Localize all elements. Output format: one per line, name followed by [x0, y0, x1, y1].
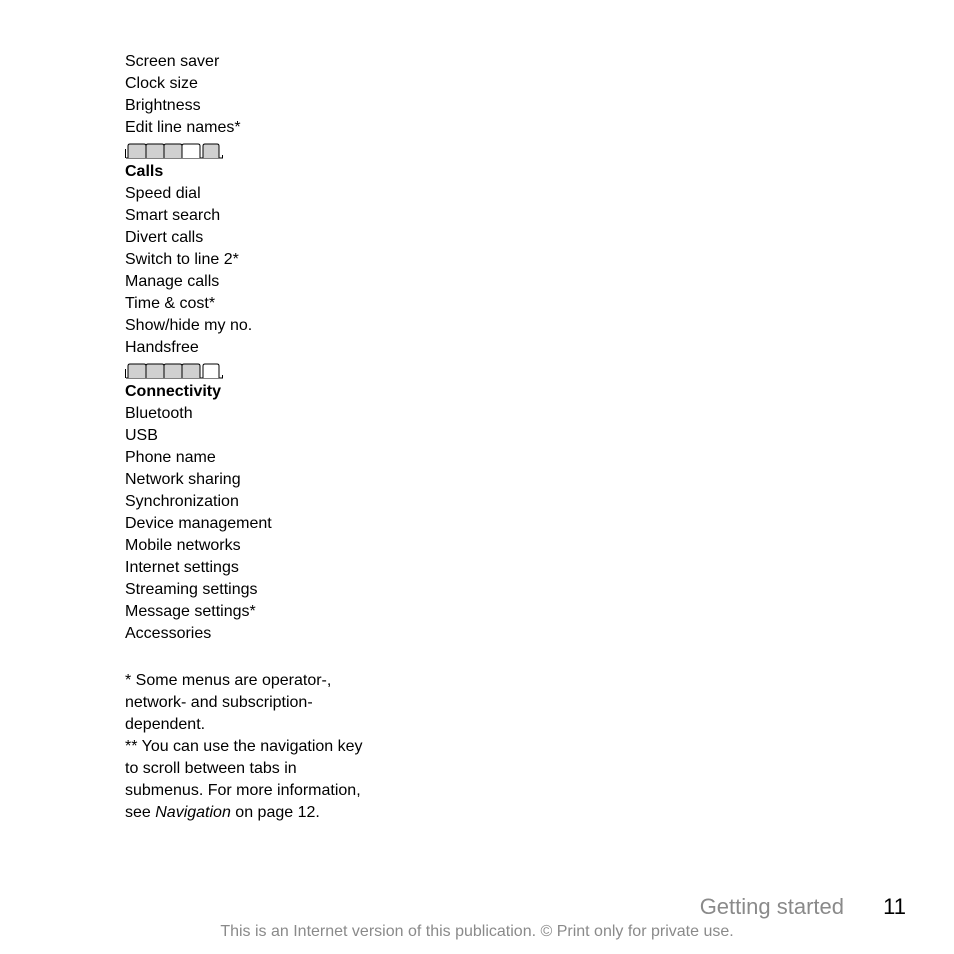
menu-item-phone-name: Phone name	[125, 449, 216, 466]
menu-item-speed-dial: Speed dial	[125, 185, 201, 202]
menu-column	[125, 51, 365, 824]
section-heading-calls: Calls	[125, 163, 164, 180]
footnote-navigation	[125, 736, 365, 824]
disclaimer: This is an Internet version of this publication. © Print only for private use.	[220, 923, 734, 940]
menu-item-message-settings: Message settings*	[125, 603, 256, 620]
menu-item-brightness: Brightness	[125, 97, 201, 114]
menu-item-device-management: Device management	[125, 515, 272, 532]
menu-item-bluetooth: Bluetooth	[125, 405, 193, 422]
section-heading-connectivity: Connectivity	[125, 383, 222, 400]
menu-item-show-hide-my-no: Show/hide my no.	[125, 317, 253, 334]
menu-item-smart-search: Smart search	[125, 207, 221, 224]
menu-item-streaming-settings: Streaming settings	[125, 581, 258, 598]
menu-item-screen-saver: Screen saver	[125, 53, 220, 70]
menu-item-manage-calls: Manage calls	[125, 273, 220, 290]
menu-item-network-sharing: Network sharing	[125, 471, 241, 488]
menu-item-handsfree: Handsfree	[125, 339, 199, 356]
tabs-icon-last-active	[125, 359, 365, 381]
menu-item-accessories: Accessories	[125, 625, 212, 642]
navigation-reference: Navigation	[155, 804, 231, 821]
spacer	[125, 645, 365, 670]
tabs-icon-fourth-active	[125, 139, 365, 161]
footnote-operator-dependent: * Some menus are operator-, network- and subscription-dependent.	[125, 672, 332, 733]
menu-item-divert-calls: Divert calls	[125, 229, 204, 246]
menu-item-time-cost: Time & cost*	[125, 295, 216, 312]
menu-item-usb: USB	[125, 427, 158, 444]
footnote-navigation-text: ** You can use the navigation key to scroll between tabs in submenus. For more information, see	[125, 738, 363, 821]
footnote-navigation-page: on page 12.	[230, 804, 320, 821]
menu-item-switch-to-line-2: Switch to line 2*	[125, 251, 239, 268]
page-number: 11	[883, 894, 906, 919]
menu-item-synchronization: Synchronization	[125, 493, 239, 510]
menu-item-clock-size: Clock size	[125, 75, 198, 92]
menu-item-mobile-networks: Mobile networks	[125, 537, 241, 554]
menu-item-internet-settings: Internet settings	[125, 559, 239, 576]
menu-item-edit-line-names: Edit line names*	[125, 119, 241, 136]
section-title: Getting started	[699, 894, 844, 919]
